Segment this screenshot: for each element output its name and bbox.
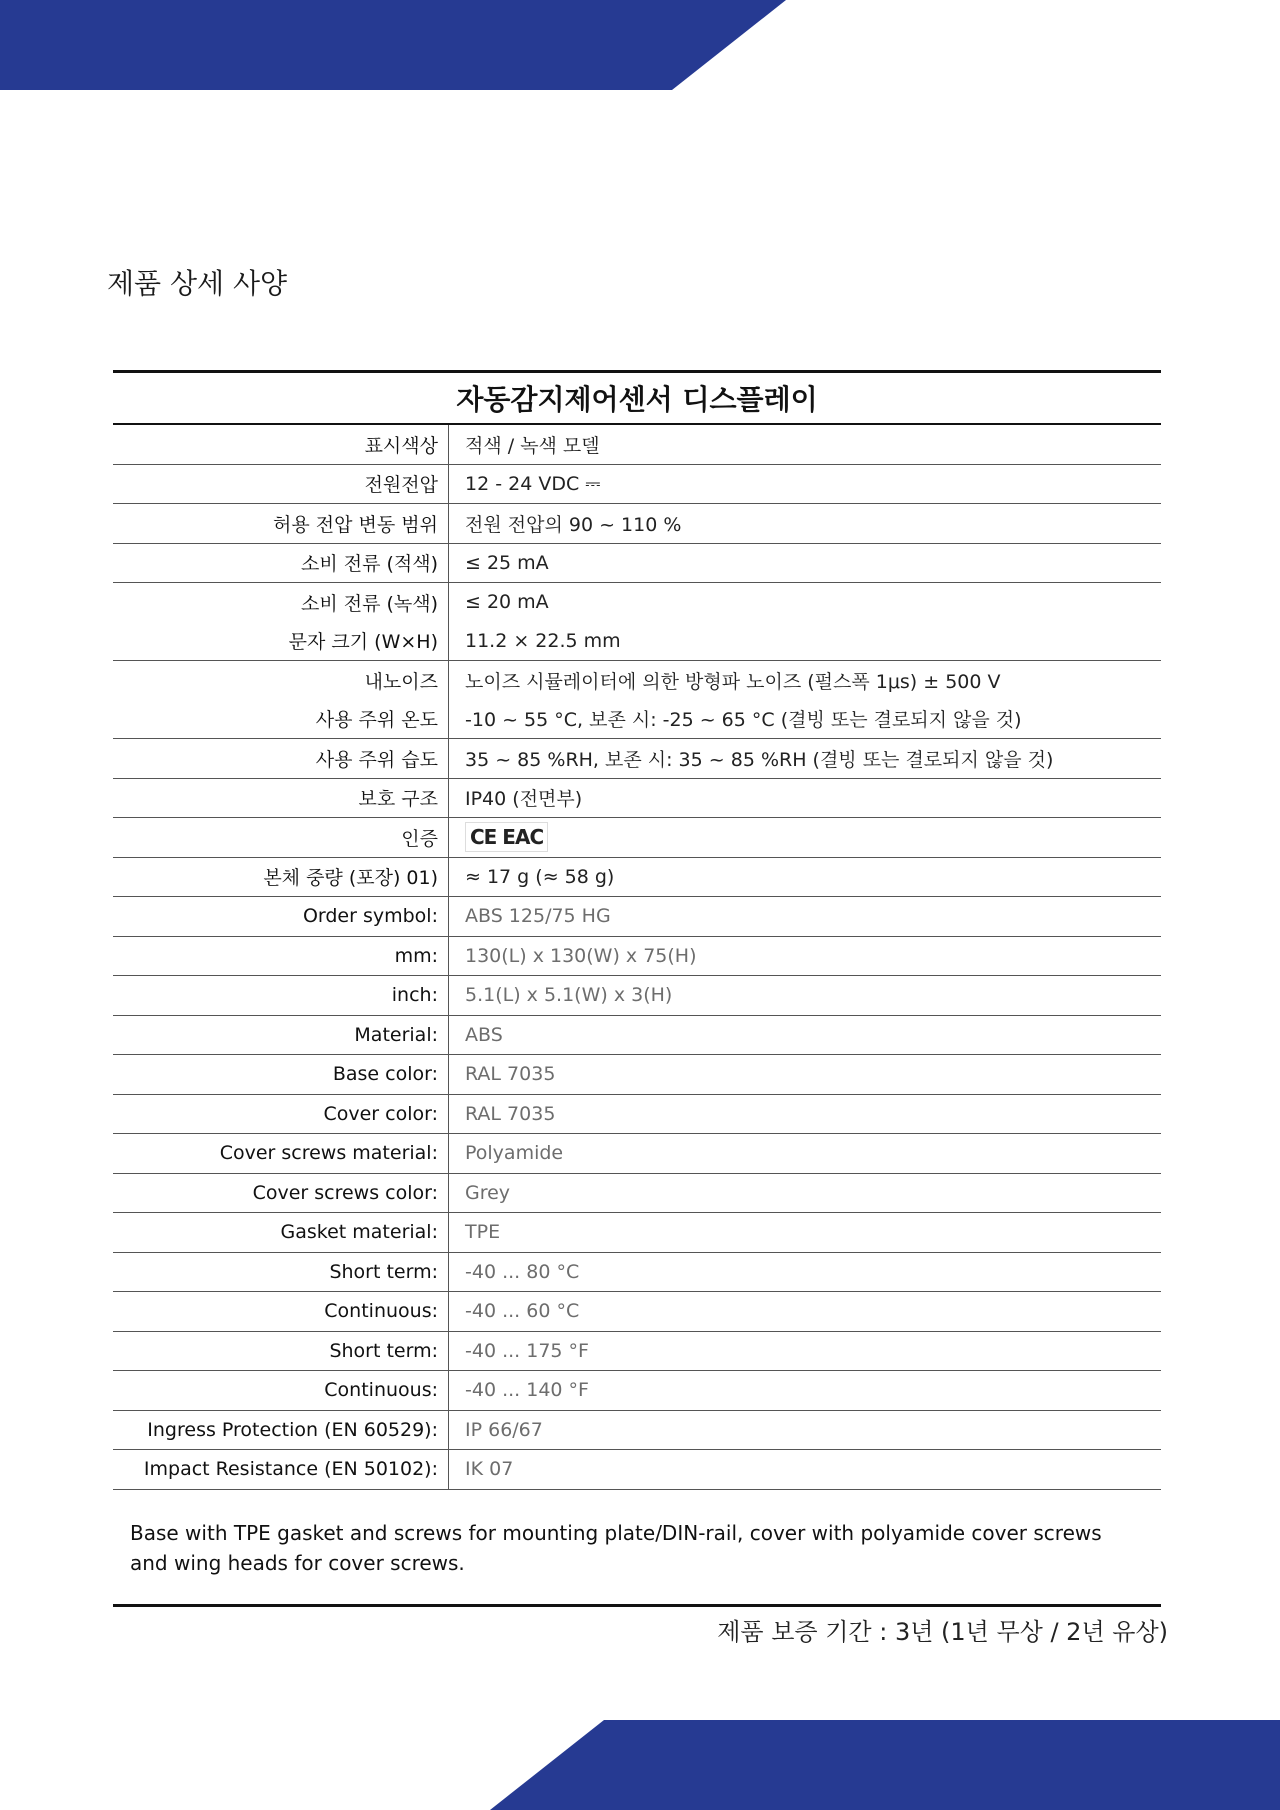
top-banner (0, 0, 786, 90)
table-row (113, 1252, 1161, 1292)
table-row (113, 1410, 1161, 1450)
table-row (113, 897, 1161, 937)
row-key: Ingress Protection (EN 60529): (113, 1410, 449, 1450)
table-row (113, 739, 1161, 779)
row-key: 전원전압 (113, 464, 449, 504)
table-row (113, 700, 1161, 739)
table-row (113, 464, 1161, 504)
row-value: ≤ 25 mA (449, 543, 1162, 583)
table-row (113, 583, 1161, 622)
row-value: ≤ 20 mA (449, 583, 1162, 622)
row-value: 12 - 24 VDC ⎓ (449, 464, 1162, 504)
row-key: Order symbol: (113, 897, 449, 937)
table-row (113, 1134, 1161, 1174)
row-value: Polyamide (449, 1134, 1162, 1174)
row-key: 문자 크기 (W×H) (113, 622, 449, 661)
row-value: IP40 (전면부) (449, 778, 1162, 818)
table-row (113, 661, 1161, 700)
table-note: Base with TPE gasket and screws for mounting plate/DIN-rail, cover with polyamide cover screws and wing heads for cover screws. (113, 1489, 1161, 1605)
row-key: inch: (113, 976, 449, 1016)
row-key: 소비 전류 (적색) (113, 543, 449, 583)
row-value: 5.1(L) x 5.1(W) x 3(H) (449, 976, 1162, 1016)
table-row (113, 1015, 1161, 1055)
table-row (113, 424, 1161, 464)
row-value: RAL 7035 (449, 1094, 1162, 1134)
table-row (113, 622, 1161, 661)
row-value: IP 66/67 (449, 1410, 1162, 1450)
row-value: -10 ~ 55 °C, 보존 시: -25 ~ 65 °C (결빙 또는 결로되지 않을 것) (465, 709, 1022, 732)
bottom-banner (490, 1720, 1280, 1810)
row-key: 보호 구조 (113, 778, 449, 818)
table-row (113, 1094, 1161, 1134)
table-row (113, 778, 1161, 818)
table-row (113, 1292, 1161, 1332)
table-row (113, 1055, 1161, 1095)
row-key: Short term: (113, 1331, 449, 1371)
row-key: Cover screws color: (113, 1173, 449, 1213)
table-caption: 자동감지제어센서 디스플레이 (113, 372, 1161, 425)
row-key: 사용 주위 습도 (113, 739, 449, 779)
table-row (113, 1173, 1161, 1213)
row-key: 본체 중량 (포장) 01) (113, 857, 449, 897)
table-row (113, 504, 1161, 544)
warranty-text: 제품 보증 기간 : 3년 (1년 무상 / 2년 유상) (717, 1618, 1168, 1646)
row-value: ABS (449, 1015, 1162, 1055)
table-row (113, 1450, 1161, 1490)
row-value: 130(L) x 130(W) x 75(H) (449, 936, 1162, 976)
row-value: 전원 전압의 90 ~ 110 % (449, 504, 1162, 544)
table-row (113, 543, 1161, 583)
certification-marks (465, 822, 548, 852)
row-value: Grey (449, 1173, 1162, 1213)
row-key: 사용 주위 온도 (113, 700, 449, 739)
table-row (113, 1213, 1161, 1253)
row-value: -40 ... 140 °F (449, 1371, 1162, 1411)
row-key: Material: (113, 1015, 449, 1055)
table-row (113, 936, 1161, 976)
row-value: TPE (449, 1213, 1162, 1253)
row-key: Continuous: (113, 1292, 449, 1332)
table-row (113, 1371, 1161, 1411)
row-key: 표시색상 (113, 424, 449, 464)
row-value: -40 ... 80 °C (449, 1252, 1162, 1292)
row-key: Continuous: (113, 1371, 449, 1411)
row-value: 35 ~ 85 %RH, 보존 시: 35 ~ 85 %RH (결빙 또는 결로되지 않을 것) (449, 739, 1162, 779)
row-key: Cover screws material: (113, 1134, 449, 1174)
row-key: 내노이즈 (113, 661, 449, 700)
spec-table (113, 370, 1161, 1607)
row-key: 허용 전압 변동 범위 (113, 504, 449, 544)
table-row (113, 818, 1161, 858)
row-key: Gasket material: (113, 1213, 449, 1253)
row-key: Base color: (113, 1055, 449, 1095)
row-value: -40 ... 175 °F (449, 1331, 1162, 1371)
row-value: 적색 / 녹색 모델 (449, 424, 1162, 464)
row-key: 인증 (113, 818, 449, 858)
row-value: IK 07 (449, 1450, 1162, 1490)
ce-eac-mark: CE EAC (470, 825, 544, 850)
row-value: -40 ... 60 °C (449, 1292, 1162, 1332)
row-key: mm: (113, 936, 449, 976)
row-key: 소비 전류 (녹색) (113, 583, 449, 622)
row-value: ≈ 17 g (≈ 58 g) (449, 857, 1162, 897)
row-value: RAL 7035 (449, 1055, 1162, 1095)
row-value: ABS 125/75 HG (449, 897, 1162, 937)
table-row (113, 857, 1161, 897)
row-value: 노이즈 시뮬레이터에 의한 방형파 노이즈 (펄스폭 1μs) ± 500 V (449, 661, 1162, 700)
row-key: Short term: (113, 1252, 449, 1292)
page-title: 제품 상세 사양 (107, 267, 288, 300)
row-value: 11.2 × 22.5 mm (465, 629, 621, 652)
table-row (113, 976, 1161, 1016)
row-key: Impact Resistance (EN 50102): (113, 1450, 449, 1490)
table-row (113, 1331, 1161, 1371)
row-key: Cover color: (113, 1094, 449, 1134)
